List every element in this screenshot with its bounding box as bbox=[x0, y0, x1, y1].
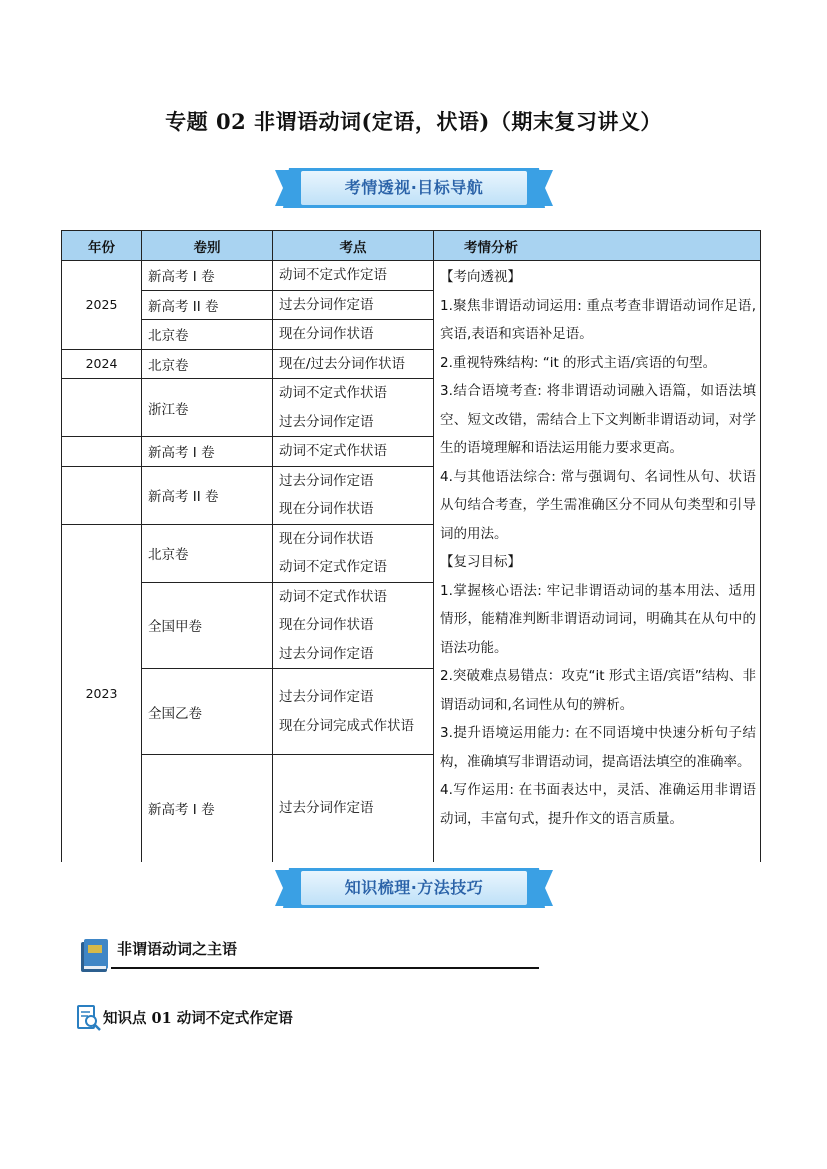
topic-line: 动词不定式作状语 bbox=[279, 443, 387, 459]
topic-cell bbox=[273, 379, 434, 437]
book-icon bbox=[79, 938, 111, 974]
analysis-cell bbox=[434, 261, 761, 862]
year-cell-empty bbox=[62, 437, 142, 467]
topic-line: 动词不定式作定语 bbox=[279, 267, 387, 283]
volume-cell: 新高考 I 卷 bbox=[142, 755, 273, 862]
volume-cell: 北京卷 bbox=[142, 320, 273, 350]
banner-exam-overview bbox=[275, 166, 553, 210]
topic-line: 现在分词作状语 bbox=[279, 326, 374, 342]
topic-cell bbox=[273, 261, 434, 291]
topic-cell bbox=[273, 466, 434, 524]
topic-cell bbox=[273, 437, 434, 467]
analysis-line: 2.重视特殊结构: “it 的形式主语/宾语的句型。 bbox=[440, 354, 717, 371]
year-cell-empty bbox=[62, 466, 142, 524]
volume-cell: 新高考 II 卷 bbox=[142, 466, 273, 524]
magnifier-doc-icon bbox=[76, 1004, 102, 1032]
year-cell-empty bbox=[62, 379, 142, 437]
topic-cell bbox=[273, 582, 434, 669]
topic-line: 过去分词作定语 bbox=[279, 472, 374, 489]
topic-cell bbox=[273, 755, 434, 862]
exam-analysis-table bbox=[61, 230, 761, 862]
section-heading bbox=[79, 938, 238, 978]
volume-cell: 新高考 I 卷 bbox=[142, 437, 273, 467]
analysis-line: 1.掌握核心语法: 牢记非谓语动词的基本用法、适用情形，能精准判断非谓语动词词，明确其在从句中的语法功能。 bbox=[440, 582, 756, 656]
topic-cell bbox=[273, 349, 434, 379]
volume-cell: 全国乙卷 bbox=[142, 669, 273, 755]
topic-line: 现在分词作状语 bbox=[279, 501, 374, 517]
topic-cell bbox=[273, 669, 434, 755]
volume-cell: 北京卷 bbox=[142, 524, 273, 582]
analysis-line: 4.写作运用: 在书面表达中，灵活、准确运用非谓语动词，丰富句式，提升作文的语言质量。 bbox=[440, 782, 756, 827]
section-divider bbox=[111, 967, 539, 969]
topic-line: 过去分词作定语 bbox=[279, 689, 374, 706]
volume-cell: 北京卷 bbox=[142, 349, 273, 379]
topic-line: 现在分词完成式作状语 bbox=[279, 717, 414, 734]
topic-line: 动词不定式作状语 bbox=[279, 385, 387, 401]
analysis-line: 【复习目标】 bbox=[440, 554, 521, 570]
header-volume: 卷别 bbox=[142, 231, 273, 261]
topic-line: 动词不定式作状语 bbox=[279, 588, 387, 605]
topic-line: 过去分词作定语 bbox=[279, 800, 374, 816]
page-title: 专题 02 非谓语动词(定语，状语)（期末复习讲义） bbox=[165, 109, 662, 134]
topic-cell bbox=[273, 524, 434, 582]
banner-title: 考情透视·目标导航 bbox=[344, 178, 484, 197]
volume-cell: 全国甲卷 bbox=[142, 582, 273, 669]
topic-line: 动词不定式作定语 bbox=[279, 559, 387, 575]
year-cell: 2025 bbox=[62, 261, 142, 350]
analysis-line: 3.提升语境运用能力: 在不同语境中快速分析句子结构，准确填写非谓语动词，提高语法填空的准确率。 bbox=[440, 725, 756, 770]
section-title: 非谓语动词之主语 bbox=[117, 940, 238, 958]
topic-line: 现在分词作状语 bbox=[279, 617, 374, 633]
analysis-line: 3.结合语境考查: 将非谓语动词融入语篇，如语法填空、短文改错，需结合上下文判断非谓语动词，对学生的语境理解和语法运用能力要求更高。 bbox=[440, 383, 756, 456]
analysis-line: 4.与其他语法综合: 常与强调句、名词性从句、状语从句结合考查，学生需准确区分不同从句类型和引导词的用法。 bbox=[440, 468, 756, 542]
topic-line: 过去分词作定语 bbox=[279, 645, 374, 662]
knowledge-point-title: 知识点 01 动词不定式作定语 bbox=[103, 1010, 293, 1027]
year-cell: 2024 bbox=[62, 349, 142, 379]
topic-line: 现在/过去分词作状语 bbox=[279, 355, 406, 372]
analysis-line: 1.聚焦非谓语动词运用: 重点考查非谓语动词作足语,宾语,表语和宾语补足语。 bbox=[440, 297, 756, 342]
banner-knowledge bbox=[275, 866, 553, 910]
topic-line: 现在分词作状语 bbox=[279, 530, 374, 547]
volume-cell: 新高考 I 卷 bbox=[142, 261, 273, 291]
banner-title: 知识梳理·方法技巧 bbox=[344, 878, 484, 897]
table-row bbox=[62, 261, 761, 291]
volume-cell: 浙江卷 bbox=[142, 379, 273, 437]
topic-cell bbox=[273, 320, 434, 350]
topic-line: 过去分词作定语 bbox=[279, 413, 374, 430]
analysis-line: 【考向透视】 bbox=[440, 269, 521, 285]
header-analysis: 考情分析 bbox=[434, 231, 761, 261]
header-year: 年份 bbox=[62, 231, 142, 261]
topic-line: 过去分词作定语 bbox=[279, 296, 374, 313]
volume-cell: 新高考 II 卷 bbox=[142, 290, 273, 320]
analysis-line: 2.突破难点易错点：攻克“it 形式主语/宾语”结构、非谓语动词和,名词性从句的辨析。 bbox=[440, 668, 756, 713]
year-cell: 2023 bbox=[62, 524, 142, 862]
topic-cell bbox=[273, 290, 434, 320]
table-header-row bbox=[62, 231, 761, 261]
header-topic: 考点 bbox=[273, 231, 434, 261]
knowledge-point-heading bbox=[76, 1004, 293, 1036]
